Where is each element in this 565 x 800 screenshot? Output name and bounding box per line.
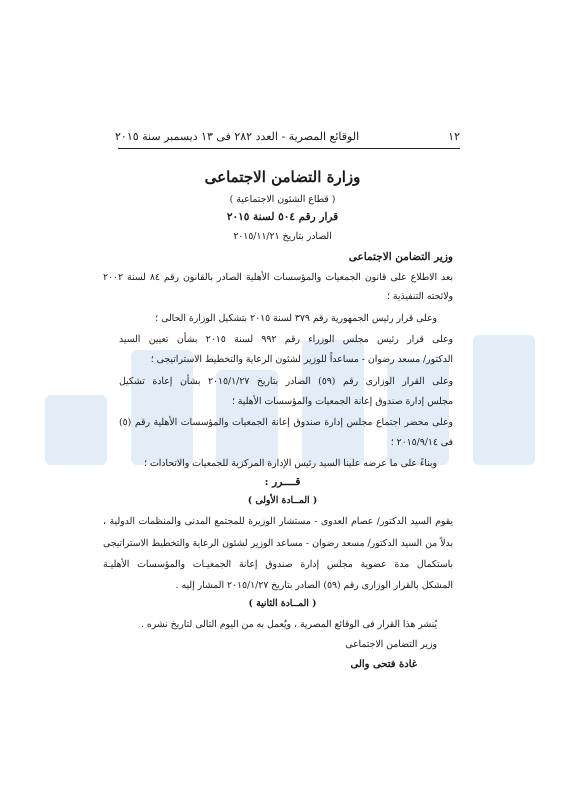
preamble-line: وعلى محضر اجتماع مجلس إدارة صندوق إعانة الجمعيات والمؤسسات الأهلية رقم (٥): [119, 417, 453, 428]
issue-date: الصادر بتاريخ ٢٠١٥/١١/٢١: [233, 231, 332, 242]
article-one-line: يقوم السيد الدكتور/ عصام العدوى - مستشار الوزيرة للمجتمع المدنى والمنظمات الدولية ،: [103, 516, 453, 527]
signature-name: غادة فتحى والى: [350, 659, 417, 670]
sector-line: ( قطاع الشئون الاجتماعية ): [229, 194, 336, 205]
ministry-title: وزارة التضامن الاجتماعى: [204, 168, 361, 186]
page-header: [115, 128, 460, 146]
header-divider: [118, 148, 460, 149]
article-one-line: بدلاً من السيد الدكتور/ مسعد رضوان - مساعد الوزير لشئون الرعاية والتخطيط الاستراتيجى: [103, 538, 453, 549]
preamble-line: فى ٢٠١٥/٩/١٤ ؛: [390, 437, 453, 448]
article-one-line: المشكل بالقرار الوزارى رقم (٥٩) الصادر بتاريخ ٢٠١٥/١/٢٧ المشار إليه .: [175, 580, 453, 591]
preamble-line: وعلى قرار رئيس مجلس الوزراء رقم ٩٩٢ لسنة ٢٠١٥ بشأن تعيين السيد: [119, 334, 453, 345]
article-one-heading: ( المــادة الأولى ): [247, 495, 318, 506]
article-one-line: باستكمال مدة عضوية مجلس إدارة صندوق إعانة الجمعيـات والمؤسسات الأهليـة: [103, 559, 453, 570]
article-two-heading: ( المــادة الثانية ): [248, 598, 317, 609]
page-number: ١٢: [448, 130, 460, 143]
preamble-line: ولائحته التنفيذية ؛: [386, 291, 453, 302]
preamble-line: وبناءً على ما عرضه علينا السيد رئيس الإدارة المركزية للجمعيات والاتحادات ؛: [144, 458, 437, 469]
preamble-line: بعد الاطلاع على قانون الجمعيات والمؤسسات الأهلية الصادر بالقانون رقم ٨٤ لسنة ٢٠٠٢: [103, 272, 453, 283]
preamble-line: مجلس إدارة صندوق إعانة الجمعيات والمؤسسات الأهلية ؛: [231, 396, 453, 407]
article-two-line: يُنشر هذا القرار فى الوقائع المصرية ، ويُعمل به من اليوم التالى لتاريخ نشره .: [140, 619, 437, 630]
publication-line: الوقائع المصرية - العدد ٢٨٢ فى ١٣ ديسمبر سنة ٢٠١٥: [115, 130, 360, 143]
preamble-line: وعلى القرار الوزارى رقم (٥٩) الصادر بتاريخ ٢٠١٥/١/٢٧ بشأن إعادة تشكيل: [119, 376, 453, 387]
minister-heading: وزير التضامن الاجتماعى: [348, 251, 453, 263]
signature-title: وزير التضامن الاجتماعى: [345, 639, 437, 650]
preamble-line: الدكتور/ مسعد رضوان - مساعداً للوزير لشئون الرعاية والتخطيط الاستراتيجى ؛: [150, 354, 453, 365]
decision-number: قرار رقم ٥٠٤ لسنة ٢٠١٥: [226, 211, 339, 223]
preamble-line: وعلى قرار رئيس الجمهورية رقم ٣٧٩ لسنة ٢٠١٥ بتشكيل الوزارة الحالى ؛: [155, 313, 437, 324]
decided-heading: قــــرر :: [264, 476, 301, 488]
